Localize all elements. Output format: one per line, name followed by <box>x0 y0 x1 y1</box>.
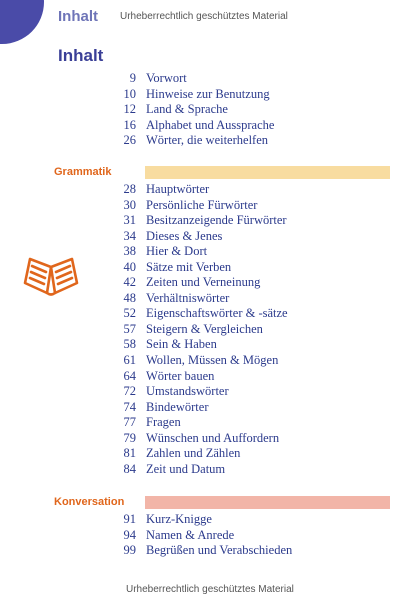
toc-page: 34 <box>123 228 136 243</box>
toc-title: Namen & Anrede <box>146 527 235 542</box>
toc-entry[interactable] <box>0 118 416 134</box>
toc-entry[interactable] <box>0 229 416 245</box>
toc-title: Verhältniswörter <box>146 290 230 305</box>
toc-page: 30 <box>123 197 136 212</box>
page-title: Inhalt <box>58 46 104 65</box>
toc-page: 10 <box>123 86 136 101</box>
toc-title: Eigenschaftswörter & -sätze <box>146 306 288 321</box>
toc-title: Besitzanzeigende Fürwörter <box>146 213 287 228</box>
toc-entry[interactable] <box>0 400 416 416</box>
toc-title: Alphabet und Aussprache <box>146 117 275 132</box>
section-label-konversation: Konversation <box>54 496 125 508</box>
corner-decoration <box>0 0 44 44</box>
toc-title: Umstandswörter <box>146 384 229 399</box>
toc-page: 72 <box>123 384 136 399</box>
toc-title: Bindewörter <box>146 399 209 414</box>
toc-title: Wollen, Müssen & Mögen <box>146 353 279 368</box>
grammatik-list <box>0 182 416 477</box>
section-bar-konversation <box>145 496 390 509</box>
toc-title: Sätze mit Verben <box>146 259 232 274</box>
toc-entry[interactable] <box>0 71 416 87</box>
toc-title: Vorwort <box>146 71 187 85</box>
toc-page: 9 <box>129 71 136 85</box>
toc-page: 12 <box>123 102 136 117</box>
toc-title: Hauptwörter <box>146 182 210 196</box>
toc-title: Hinweise zur Benutzung <box>146 86 270 101</box>
konversation-list <box>0 512 416 559</box>
toc-page: 77 <box>123 415 136 430</box>
toc-page: 28 <box>123 182 136 196</box>
toc-page: 42 <box>123 275 136 290</box>
watermark-bottom: Urheberrechtlich geschütztes Material <box>126 584 294 595</box>
intro-list <box>0 71 416 149</box>
toc-page: 61 <box>123 353 136 368</box>
toc-entry[interactable] <box>0 337 416 353</box>
toc-page: 58 <box>123 337 136 352</box>
toc-page: 94 <box>123 527 136 542</box>
toc-title: Dieses & Jenes <box>146 228 223 243</box>
toc-entry[interactable] <box>0 213 416 229</box>
toc-page: 64 <box>123 368 136 383</box>
toc-entry[interactable] <box>0 431 416 447</box>
section-label-grammatik: Grammatik <box>54 166 112 178</box>
toc-entry[interactable] <box>0 384 416 400</box>
toc-title: Wörter, die weiterhelfen <box>146 133 269 148</box>
toc-entry[interactable] <box>0 369 416 385</box>
toc-entry[interactable] <box>0 306 416 322</box>
toc-title: Steigern & Vergleichen <box>146 321 263 336</box>
toc-page: 31 <box>123 213 136 228</box>
toc-title: Persönliche Fürwörter <box>146 197 258 212</box>
toc-entry[interactable] <box>0 182 416 198</box>
toc-page: 26 <box>123 133 136 148</box>
toc-entry[interactable] <box>0 275 416 291</box>
toc-entry[interactable] <box>0 512 416 528</box>
toc-entry[interactable] <box>0 198 416 214</box>
toc-title: Zahlen und Zählen <box>146 446 241 461</box>
toc-title: Begrüßen und Verabschieden <box>146 543 293 558</box>
toc-page: 16 <box>123 117 136 132</box>
toc-page: 74 <box>123 399 136 414</box>
toc-entry[interactable] <box>0 291 416 307</box>
toc-entry[interactable] <box>0 260 416 276</box>
toc-page: 48 <box>123 290 136 305</box>
toc-entry[interactable] <box>0 543 416 559</box>
toc-entry[interactable] <box>0 353 416 369</box>
toc-title: Kurz-Knigge <box>146 512 212 526</box>
toc-title: Wörter bauen <box>146 368 215 383</box>
toc-page: 91 <box>123 512 136 526</box>
toc-entry[interactable] <box>0 133 416 149</box>
toc-page: 52 <box>123 306 136 321</box>
toc-title: Sein & Haben <box>146 337 217 352</box>
toc-entry[interactable] <box>0 462 416 478</box>
running-head: Inhalt <box>58 8 98 25</box>
toc-title: Land & Sprache <box>146 102 228 117</box>
toc-entry[interactable] <box>0 415 416 431</box>
toc-title: Zeit und Datum <box>146 461 226 476</box>
toc-page: 38 <box>123 244 136 259</box>
toc-entry[interactable] <box>0 102 416 118</box>
toc-entry[interactable] <box>0 528 416 544</box>
toc-title: Fragen <box>146 415 181 430</box>
watermark-top: Urheberrechtlich geschütztes Material <box>120 11 288 22</box>
toc-page: 57 <box>123 321 136 336</box>
toc-entry[interactable] <box>0 322 416 338</box>
toc-entry[interactable] <box>0 87 416 103</box>
toc-title: Wünschen und Auffordern <box>146 430 280 445</box>
toc-page: 40 <box>123 259 136 274</box>
toc-entry[interactable] <box>0 244 416 260</box>
toc-page: 79 <box>123 430 136 445</box>
toc-page: 81 <box>123 446 136 461</box>
toc-entry[interactable] <box>0 446 416 462</box>
toc-title: Zeiten und Verneinung <box>146 275 261 290</box>
toc-page: 84 <box>123 461 136 476</box>
section-bar-grammatik <box>145 166 390 179</box>
toc-page: 99 <box>123 543 136 558</box>
toc-title: Hier & Dort <box>146 244 208 259</box>
